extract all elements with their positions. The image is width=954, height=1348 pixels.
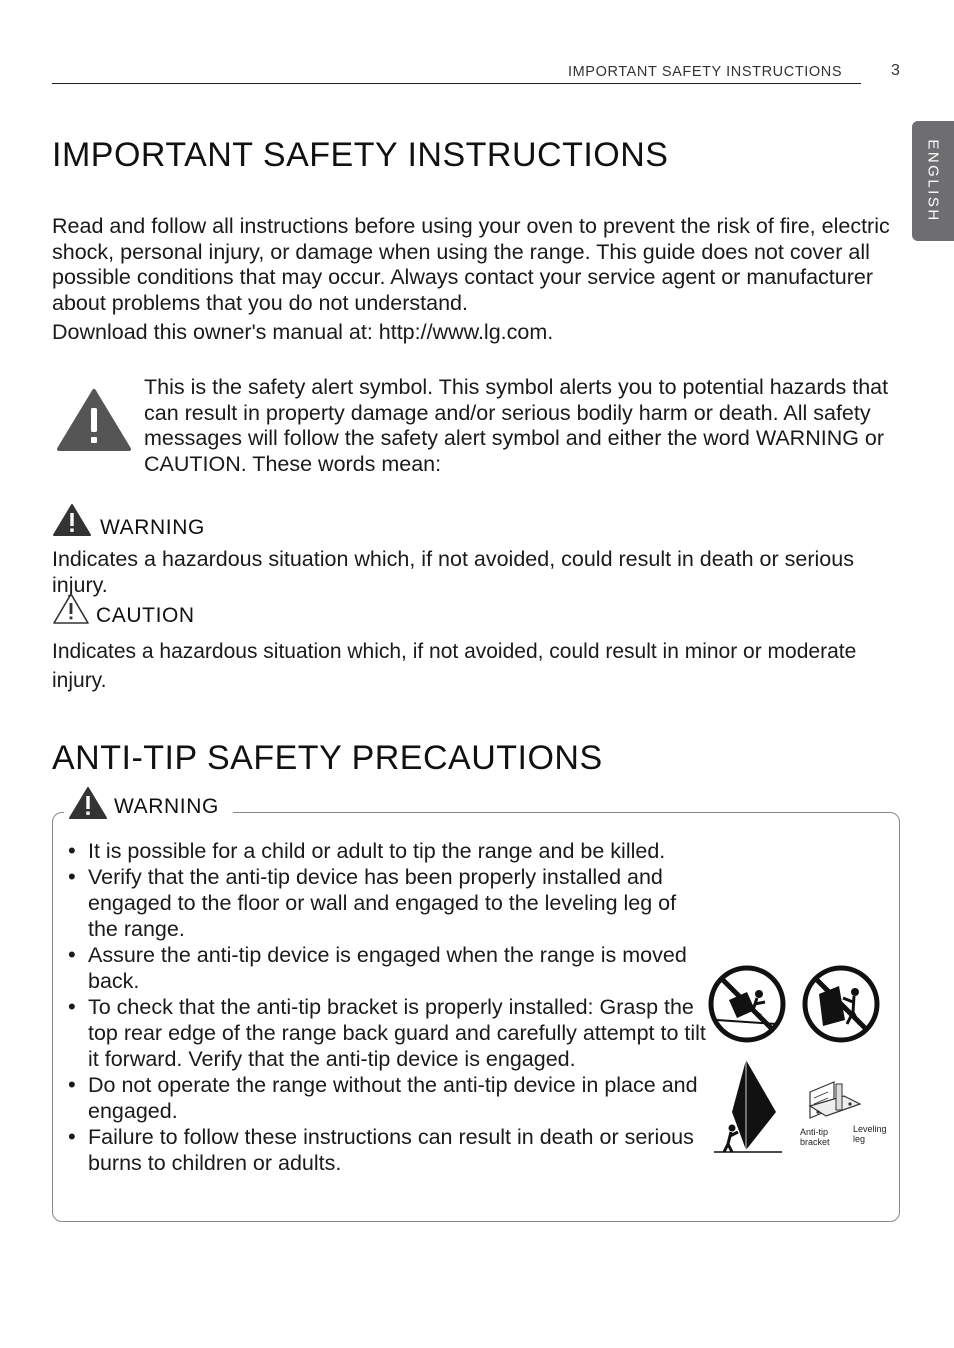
leveling-leg-label: Leveling leg: [853, 1124, 887, 1144]
anti-tip-bracket-diagram: [804, 1078, 866, 1128]
list-item: • To check that the anti-tip bracket is properly installed: Grasp the top rear edge of the range back guard and carefully attempt to tilt it forward. Verify that the anti-tip device is engaged.: [66, 994, 706, 1072]
bracket-label: Anti-tip bracket: [800, 1127, 830, 1147]
running-header-title: IMPORTANT SAFETY INSTRUCTIONS: [568, 64, 843, 80]
list-item: • It is possible for a child or adult to tip the range and be killed.: [66, 838, 706, 864]
language-tab[interactable]: [912, 121, 954, 241]
list-item: • Assure the anti-tip device is engaged when the range is moved back.: [66, 942, 706, 994]
header-rule: [52, 83, 861, 84]
no-climbing-on-door-icon: [707, 964, 787, 1044]
caution-icon: [52, 592, 90, 625]
anti-tip-bullet-list: [66, 838, 706, 1176]
warning-icon: [68, 786, 108, 820]
list-item: • Do not operate the range without the anti-tip device in place and engaged.: [66, 1072, 706, 1124]
warning-icon: [52, 503, 92, 537]
safety-symbol-paragraph: This is the safety alert symbol. This symbol alerts you to potential hazards that can result in property damage and/or serious bodily harm or death. All safety messages will follow the safety alert symbol and either the word WARNING or CAUTION. These words mean:: [144, 375, 889, 476]
caution-definition: Indicates a hazardous situation which, if not avoided, could result in minor or moderate injury.: [52, 640, 857, 692]
anti-tip-warning-label: WARNING: [114, 795, 219, 818]
warning-definition: Indicates a hazardous situation which, if not avoided, could result in death or serious injury.: [52, 547, 854, 597]
language-tab-label: ENGLISH: [924, 139, 942, 223]
anti-tip-box-label: [64, 786, 233, 820]
download-paragraph: Download this owner's manual at: http://www.lg.com.: [52, 320, 554, 344]
caution-label: CAUTION: [96, 604, 195, 627]
safety-alert-icon: [56, 388, 132, 452]
list-item: • Failure to follow these instructions can result in death or serious burns to children or adults.: [66, 1124, 706, 1176]
no-tipping-range-icon: [801, 964, 881, 1044]
tipping-range-illustration: [710, 1056, 786, 1156]
section-title-safety: IMPORTANT SAFETY INSTRUCTIONS: [52, 136, 669, 174]
warning-label: WARNING: [100, 516, 205, 539]
list-item: • Verify that the anti-tip device has been properly installed and engaged to the floor or wall and engaged to the leveling leg of the range.: [66, 864, 706, 942]
page-number: 3: [891, 62, 900, 79]
section-title-anti-tip: ANTI-TIP SAFETY PRECAUTIONS: [52, 739, 603, 777]
intro-paragraph: Read and follow all instructions before using your oven to prevent the risk of fire, electric shock, personal injury, or damage when using the range. This guide does not cover all possible conditions that may occur. Always contact your service agent or manufacturer about problems that you do not understand.: [52, 214, 890, 315]
